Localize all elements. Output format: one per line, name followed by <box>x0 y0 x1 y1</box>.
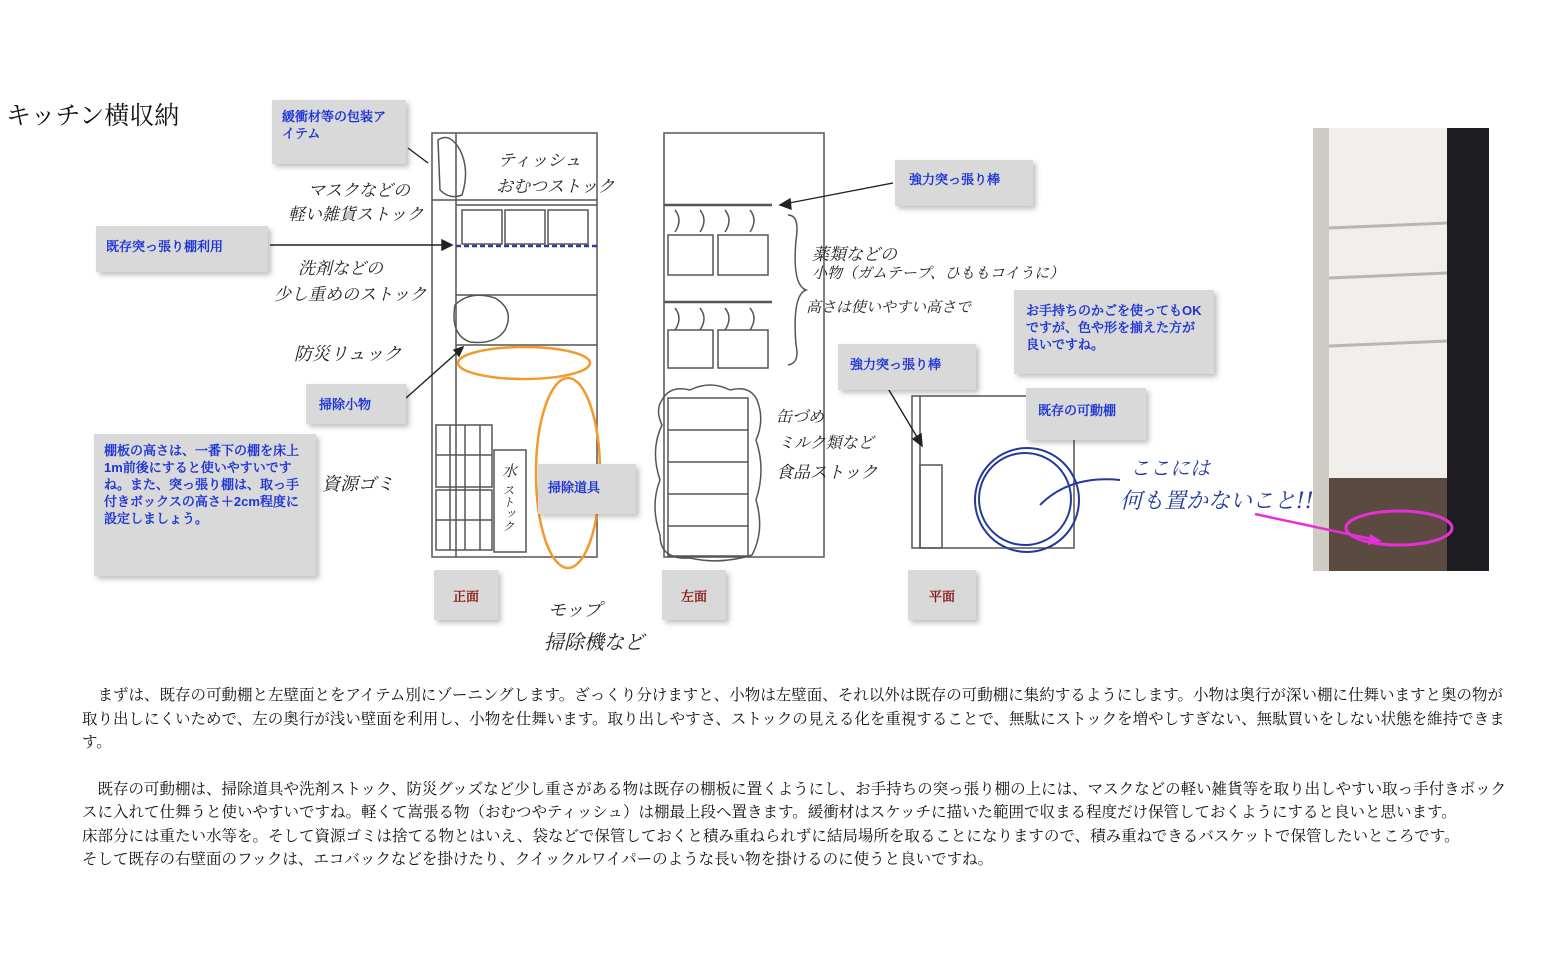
hand-diaper-stock: おむつストック <box>496 177 615 197</box>
hand-canned-2: ミルク類など <box>778 433 874 452</box>
paragraph-existing-shelf: 既存の可動棚は、掃除道具や洗剤ストック、防災グッズなど少し重さがある物は既存の棚板に置くようにし、お手持ちの突っ張り棚の上には、マスクなどの軽い雑貨等を取り出しやすい取っ手付きボックスに入れて仕舞うと使いやすいですね。軽くて嵩張る物（おむつやティッシュ）は棚最上段へ置きます。緩衝材はスケッチに描いた範囲で収まる程度だけ保管しておくようにすると良いと思います。 <box>82 779 1507 821</box>
paragraph-gap <box>82 755 1512 778</box>
hand-mop-2: 掃除機など <box>544 630 644 654</box>
note-cleaning-tools: 掃除道具 <box>538 464 636 514</box>
view-label-front: 正面 <box>434 570 498 620</box>
note-existing-movable-shelf: 既存の可動棚 <box>1026 388 1146 440</box>
paragraph-floor: 床部分には重たい水等を。そして資源ゴミは捨てる物とはいえ、袋などで保管しておくと積み重ねられずに結局場所を取ることになりますので、積み重ねできるバスケットで保管したいところです。 <box>82 826 1460 845</box>
body-text <box>82 684 1512 872</box>
note-shelf-height: 棚板の高さは、一番下の棚を床上1m前後にすると使いやすいですね。また、突っ張り棚は、取っ手付きボックスの高さ＋2cm程度に設定しましょう。 <box>94 434 316 576</box>
hand-mask-1: マスクなどの <box>308 181 410 201</box>
hand-medicine-2: 小物（ガムテープ、ひももコイうに） <box>812 264 1065 282</box>
view-label-left: 左面 <box>662 570 726 620</box>
paragraph-zoning: まずは、既存の可動棚と左壁面とをアイテム別にゾーニングします。ざっくり分けますと、小物は左壁面、それ以外は既存の可動棚に集約するようにします。小物は奥行が深い棚に仕舞いますと奥の物が取り出しにくいためで、左の奥行が浅い壁面を利用し、小物を仕舞います。取り出しやすさ、ストックの見える化を重視することで、無駄にストックを増やしすぎない、無駄買いをしない状態を維持できます。 <box>82 686 1505 751</box>
hand-disaster: 防災リュック <box>294 344 402 365</box>
hand-nothing-2: 何も置かないこと!! <box>1120 489 1314 514</box>
note-tension-rod-plan: 強力突っ張り棒 <box>838 344 976 390</box>
paragraph-hooks: そして既存の右壁面のフックは、エコバックなどを掛けたり、クイックルワイパーのような長い物を掛けるのに使うと良いですね。 <box>82 850 994 868</box>
note-basket-advice: お手持ちのかごを使ってもOKですが、色や形を揃えた方が良いですね。 <box>1014 290 1214 374</box>
hand-detergent-1: 洗剤などの <box>298 259 383 279</box>
hand-canned-3: 食品ストック <box>776 463 878 483</box>
note-cleaning-small: 掃除小物 <box>306 384 406 424</box>
note-existing-tension-shelf: 既存突っ張り棚利用 <box>96 226 268 272</box>
hand-mask-2: 軽い雑貨ストック <box>288 205 424 225</box>
note-tension-rod-top: 強力突っ張り棒 <box>895 160 1033 206</box>
hand-water-2: ストック <box>501 484 515 532</box>
hand-medicine-1: 薬類などの <box>812 245 897 265</box>
hand-medicine-3: 高さは使いやすい高さで <box>806 298 972 316</box>
hand-tissue: ティッシュ <box>498 151 582 171</box>
hand-mop-1: モップ <box>548 600 602 621</box>
hand-water-1: 水 <box>502 462 518 480</box>
hand-detergent-2: 少し重めのストック <box>274 285 427 305</box>
view-label-plan: 平面 <box>908 570 976 620</box>
page-title: キッチン横収納 <box>6 101 180 130</box>
hand-canned-1: 缶づめ <box>776 407 825 426</box>
hand-nothing-1: ここには <box>1130 456 1210 480</box>
note-cushioning: 緩衝材等の包装アイテム <box>272 100 406 164</box>
hand-recycling: 資源ゴミ <box>322 474 394 495</box>
